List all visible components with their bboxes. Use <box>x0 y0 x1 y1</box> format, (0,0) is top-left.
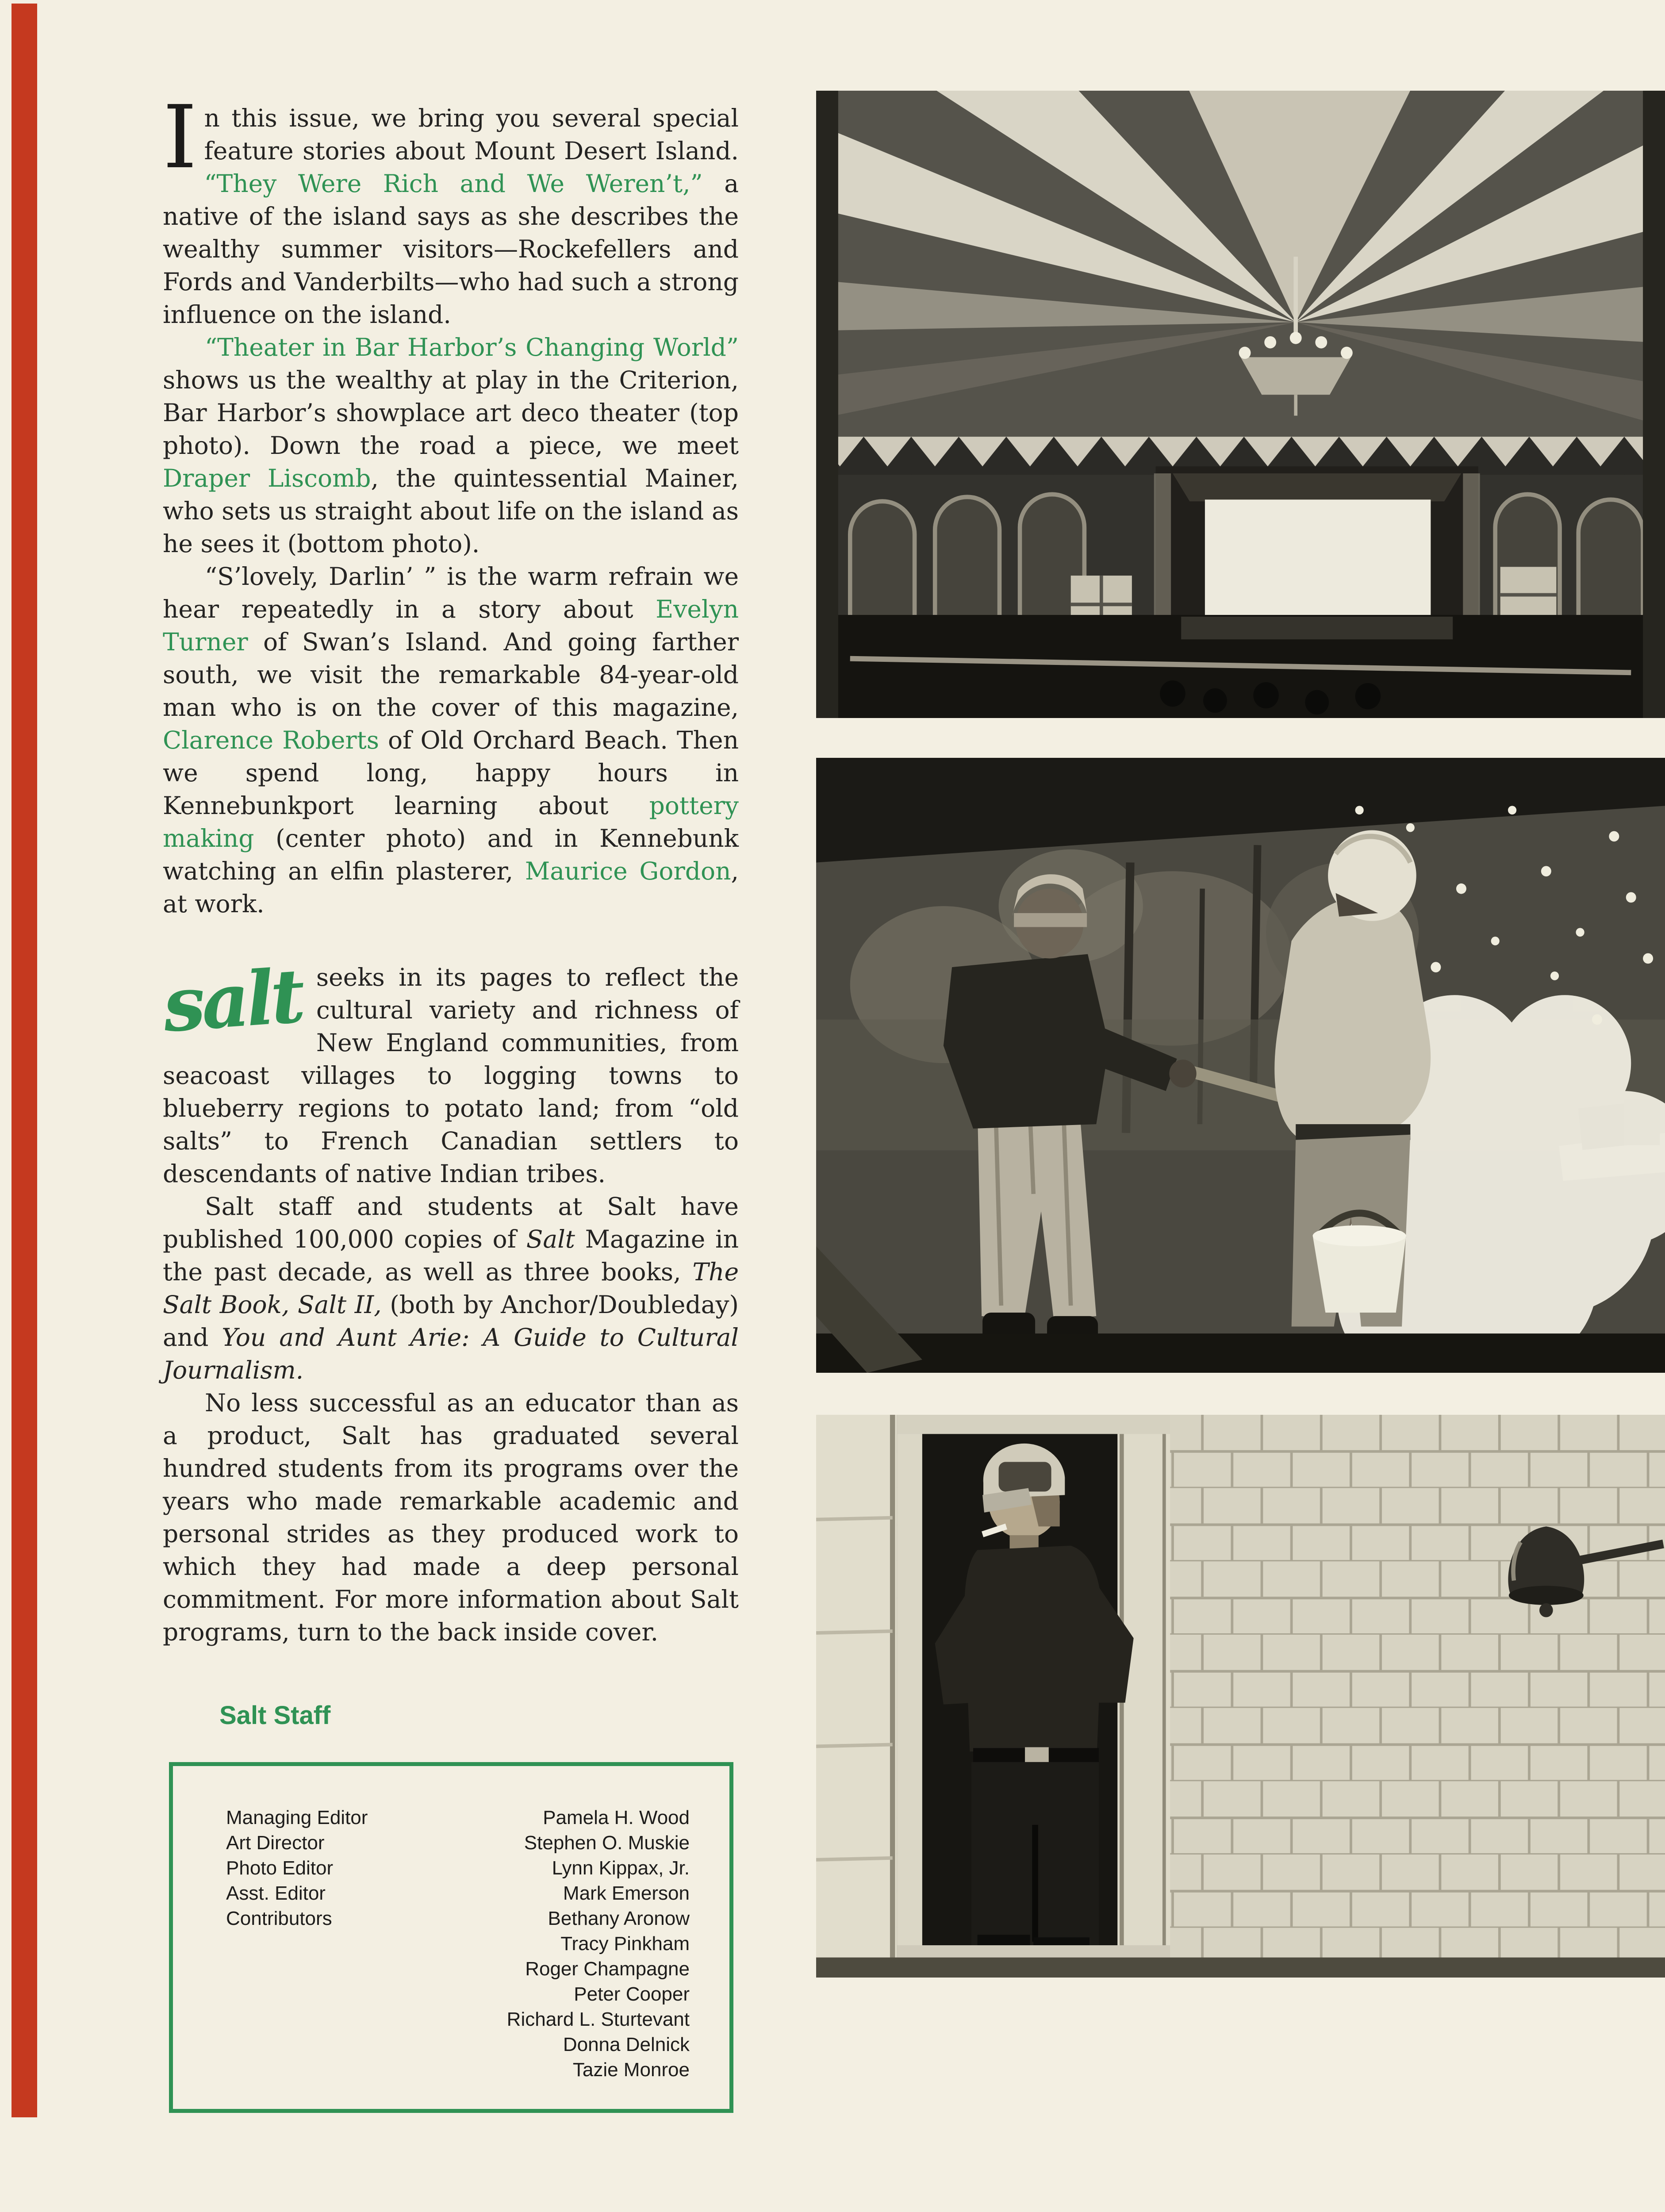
staff-role <box>226 2032 458 2057</box>
body-text: (center photo) and in Kennebunk watching an elfin plasterer, <box>163 824 739 885</box>
highlighted-story-title: Clarence Roberts <box>163 726 380 754</box>
theater-illustration <box>816 91 1665 718</box>
body-text: Magazine in the past decade, as well as three books, <box>163 1225 739 1286</box>
body-text: No less successful as an educator than as a product, Salt has graduated several hundred students from its programs over the years who made remarkable academic and personal strides as they produced work to which they had made a deep personal commitment. For more information about Salt programs, turn to the back inside cover. <box>163 1389 739 1646</box>
doorway-illustration <box>816 1415 1665 1978</box>
body-text: of Swan’s Island. And going farther south, we visit the remarkable 84-year-old man who is on the cover of this magazine, <box>163 628 739 722</box>
paragraph-published <box>163 1190 739 1386</box>
staff-rows <box>226 1805 690 2082</box>
text-column <box>160 87 739 2113</box>
photo-criterion-theater <box>816 91 1665 718</box>
body-text: a native of the island says as she describes the wealthy summer visitors—Rockefellers and Fords and Vanderbilts—who had such a strong influence on the island. <box>163 169 739 329</box>
highlighted-story-title: Evelyn Turner <box>163 595 739 656</box>
paragraph-salt-mission <box>160 952 739 1190</box>
staff-role <box>226 1982 458 2007</box>
staff-name: Peter Cooper <box>574 1983 690 2005</box>
staff-box <box>169 1762 733 2113</box>
drop-cap: I <box>163 87 197 188</box>
body-text: seeks in its pages to reflect the cultural variety and richness of New England communities, from seacoast villages to logging towns to blueberry regions to potato land; from “old salts” to French Canadian settlers to descendants of native Indian tribes. <box>163 963 739 1188</box>
staff-role: Art Director <box>226 1832 325 1854</box>
body-text: “S’lovely, Darlin’ ” is the warm refrain we hear repeatedly in a story about <box>163 562 739 623</box>
highlighted-story-title: “Theater in Bar Harbor’s Changing World” <box>205 333 739 361</box>
body-text: (both by Anchor/Doubleday) and <box>163 1290 739 1352</box>
staff-name: Tracy Pinkham <box>560 1933 690 1955</box>
staff-role <box>226 2057 458 2082</box>
article-text <box>160 87 739 1648</box>
staff-role <box>226 1931 458 1956</box>
highlighted-story-title: pottery making <box>163 791 739 853</box>
highlighted-story-title: “They Were Rich and We Weren’t,” <box>204 169 703 198</box>
steam-illustration <box>816 758 1665 1373</box>
body-text: shows us the wealthy at play in the Criterion, Bar Harbor’s showplace art deco theater (top photo). Down the road a piece, we meet <box>163 366 739 460</box>
staff-name: Bethany Aronow <box>548 1908 690 1929</box>
staff-name: Stephen O. Muskie <box>524 1832 690 1854</box>
paragraph-slovely <box>163 560 739 920</box>
staff-role: Managing Editor <box>226 1807 368 1828</box>
staff-name: Roger Champagne <box>525 1958 690 1980</box>
staff-name: Mark Emerson <box>563 1882 690 1904</box>
highlighted-story-title: Maurice Gordon <box>525 857 731 885</box>
body-text: Salt staff and students at Salt have published 100,000 copies of <box>163 1192 739 1253</box>
paragraph-educator <box>163 1386 739 1648</box>
staff-role: Asst. Editor <box>226 1882 326 1904</box>
staff-role <box>226 2007 458 2032</box>
staff-name: Tazie Monroe <box>572 2059 690 2081</box>
highlighted-story-title: Draper Liscomb <box>163 464 371 492</box>
paragraph-intro <box>163 87 739 331</box>
paragraph-theater <box>163 331 739 560</box>
staff-name: Richard L. Sturtevant <box>506 2008 690 2030</box>
staff-role: Contributors <box>226 1908 332 1929</box>
body-text: , the quintessential Mainer, who sets us straight about life on the island as he sees it (bottom photo). <box>163 464 739 558</box>
body-text: The Salt Book, Salt II, <box>163 1258 739 1319</box>
body-text: You and Aunt Arie: A Guide to Cultural Journalism. <box>163 1323 739 1384</box>
body-text: n this issue, we bring you several special feature stories about Mount Desert Island. <box>204 104 739 165</box>
body-text: of Old Orchard Beach. Then we spend long, happy hours in Kennebunkport learning about <box>163 726 739 820</box>
staff-name: Pamela H. Wood <box>543 1807 690 1828</box>
photo-steam-workers <box>816 758 1665 1373</box>
staff-name: Lynn Kippax, Jr. <box>552 1857 690 1879</box>
body-text: , at work. <box>163 857 739 918</box>
body-text: Salt <box>526 1225 575 1253</box>
salt-script-logo: salt <box>160 952 305 1049</box>
staff-role <box>226 1956 458 1982</box>
staff-role: Photo Editor <box>226 1857 334 1879</box>
photo-man-in-doorway <box>816 1415 1665 1978</box>
staff-heading: Salt Staff <box>219 1701 331 1730</box>
staff-name: Donna Delnick <box>563 2034 690 2055</box>
red-edge-strip <box>12 4 37 2117</box>
